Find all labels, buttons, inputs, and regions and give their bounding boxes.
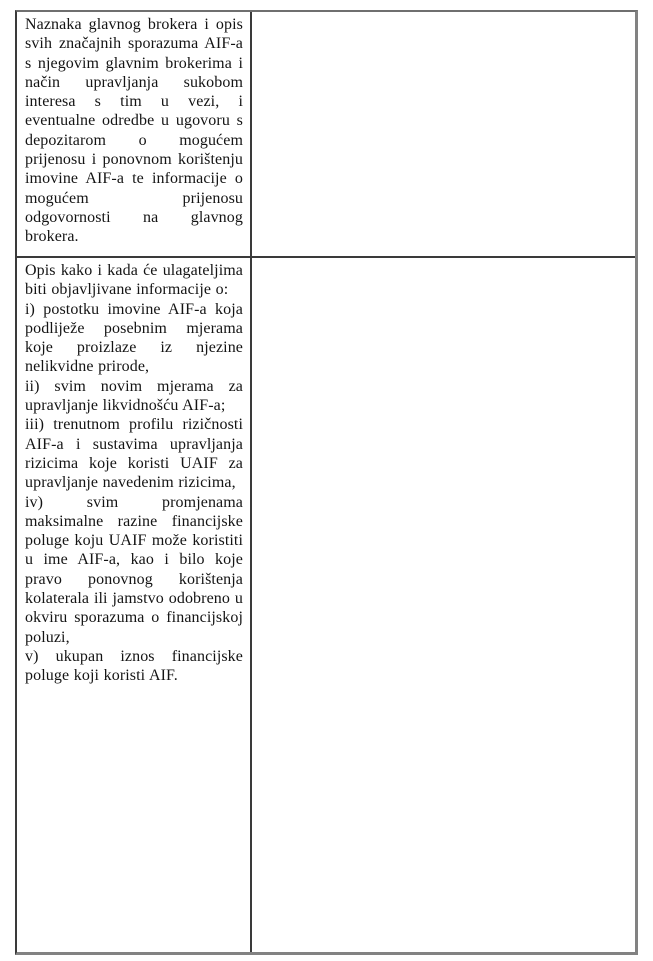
table-row-investor-disclosures bbox=[17, 258, 635, 952]
regulation-table bbox=[15, 10, 638, 955]
paragraph: Naznaka glavnog brokera i opis svih značajnih sporazuma AIF-a s njegovim glavnim brokerima i način upravljanja sukobom interesa s tim u vezi, i eventualne odredbe u ugovoru s depozitarom o mogućem prijenosu i ponovnom korištenju imovine AIF-a te informacije o mogućem prijenosu odgovornosti na glavnog brokera. bbox=[25, 16, 243, 246]
table-cell-empty-answer-2 bbox=[252, 258, 635, 952]
paragraph-item-i: i) postotku imovine AIF-a koja podliježe posebnim mjerama koje proizlaze iz njezine nelikvidne prirode, bbox=[25, 300, 243, 376]
paragraph-item-v: v) ukupan iznos financijske poluge koji koristi AIF. bbox=[25, 647, 243, 685]
table-cell-empty-answer-1 bbox=[252, 12, 635, 256]
paragraph-intro: Opis kako i kada će ulagateljima biti objavljivane informacije o: bbox=[25, 262, 243, 299]
paragraph-item-iv: iv) svim promjenama maksimalne razine financijske poluge koju UAIF može koristiti u ime AIF-a, kao i bilo koje pravo ponovnog korištenja kolaterala ili jamstvo odobreno u okviru sporazuma o financijskoj poluzi, bbox=[25, 493, 243, 646]
table-row-prime-broker bbox=[17, 12, 635, 258]
paragraph-item-ii: ii) svim novim mjerama za upravljanje likvidnošću AIF-a; bbox=[25, 377, 243, 415]
paragraph-item-iii: iii) trenutnom profilu rizičnosti AIF-a i sustavima upravljanja rizicima koje koristi UAIF za upravljanje navedenim rizicima, bbox=[25, 416, 243, 492]
table-cell-description-prime-broker bbox=[17, 12, 252, 256]
table-cell-description-disclosures bbox=[17, 258, 252, 952]
